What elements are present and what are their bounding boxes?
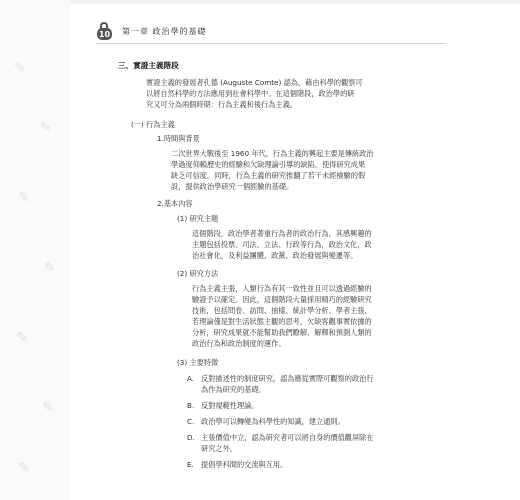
pencil-icon: ✎ bbox=[44, 260, 56, 276]
feature-line: 反對描述性的制度研究，認為應從實際可觀察的政治行 bbox=[201, 374, 374, 383]
header-divider bbox=[96, 43, 446, 44]
paragraph-line: 主題包括投票、司法、立法、行政等行為，政治文化，政 bbox=[192, 240, 372, 249]
intro-line: 實證主義的發展者孔德 (Auguste Comte) 認為，藉由科學的觀察可 bbox=[146, 78, 363, 87]
left-margin bbox=[0, 0, 70, 500]
point-heading: 2.基本內容 bbox=[157, 199, 193, 208]
feature-line: 政治學可以轉變為科學性的知識，建立通則。 bbox=[201, 417, 345, 426]
intro-line: 究又可分為兩個時期：行為主義和後行為主義。 bbox=[146, 100, 297, 109]
pencil-icon: ✎ bbox=[18, 190, 30, 206]
chapter-title: 第一章 政治學的基礎 bbox=[122, 26, 207, 36]
paragraph-line: 這個階段，政治學者著重行為者的政治行為，其感興趣的 bbox=[192, 229, 372, 238]
intro-line: 以將自然科學的方法應用到社會科學中。在這個階段，政治學的研 bbox=[146, 89, 355, 98]
item-heading: (2) 研究方法 bbox=[177, 269, 219, 278]
feature-letter: E. bbox=[187, 460, 194, 469]
paragraph-line: 二次世界大戰後至 1960 年代，行為主義的興起主要是傳統政治 bbox=[171, 149, 374, 158]
page-number: 10 bbox=[98, 29, 111, 39]
feature-letter: A. bbox=[187, 374, 195, 383]
paragraph-line: 設，提供政治學研究一個經驗的基礎。 bbox=[171, 182, 294, 191]
feature-line: 為作為研究的基礎。 bbox=[201, 385, 266, 394]
paragraph-line: 治社會化，及利益團體、政黨、政治發展與變遷等。 bbox=[192, 251, 358, 260]
feature-line: 反對規範性理論。 bbox=[201, 401, 259, 410]
feature-letter: B. bbox=[187, 401, 195, 410]
item-heading: (3) 主要特徵 bbox=[177, 358, 219, 367]
top-strip bbox=[0, 0, 520, 4]
paragraph-line: 行為主義主張，人類行為有其一致性並且可以透過經驗的 bbox=[192, 284, 372, 293]
feature-letter: C. bbox=[187, 417, 195, 426]
paragraph-line: 政治行為和政治制度的運作。 bbox=[192, 339, 286, 348]
section-heading: 三、實證主義階段 bbox=[118, 61, 179, 70]
feature-line: 研究之外。 bbox=[201, 444, 237, 453]
pencil-icon: ✎ bbox=[14, 60, 26, 76]
paragraph-line: 缺乏可信度。同時，行為主義的研究推翻了若干未經檢驗的假 bbox=[171, 171, 366, 180]
page-header bbox=[96, 22, 207, 40]
paragraph-line: 分析，研究成果就不能幫助我們瞭解、解釋和預測人類的 bbox=[192, 328, 372, 337]
paragraph-line: 驗證予以確定。因此，這個階段大量採用精巧的經驗研究 bbox=[192, 295, 372, 304]
paragraph-line: 學過度仰賴歷史的經驗和欠缺理論引導的缺陷，使得研究成果 bbox=[171, 160, 366, 169]
subsection-heading: (一) 行為主義 bbox=[131, 120, 175, 129]
point-heading: 1.時間與背景 bbox=[157, 134, 200, 143]
paragraph-line: 若理論僅是對生活狀態主觀的思考，欠缺客觀事實依據的 bbox=[192, 317, 372, 326]
feature-line: 主張價值中立，認為研究者可以將自身的價值觀屏除在 bbox=[201, 433, 374, 442]
feature-letter: D. bbox=[187, 433, 195, 442]
pencil-icon: ✎ bbox=[40, 120, 52, 136]
pencil-icon: ✎ bbox=[16, 330, 28, 346]
feature-line: 提倡學科間的交流與互用。 bbox=[201, 460, 288, 469]
lock-icon bbox=[96, 22, 114, 40]
pencil-icon: ✎ bbox=[18, 460, 30, 476]
paragraph-line: 技術，包括問卷、訪問、抽樣、統計學分析。學者主張， bbox=[192, 306, 372, 315]
item-heading: (1) 研究主題 bbox=[177, 214, 219, 223]
pencil-icon: ✎ bbox=[42, 400, 54, 416]
